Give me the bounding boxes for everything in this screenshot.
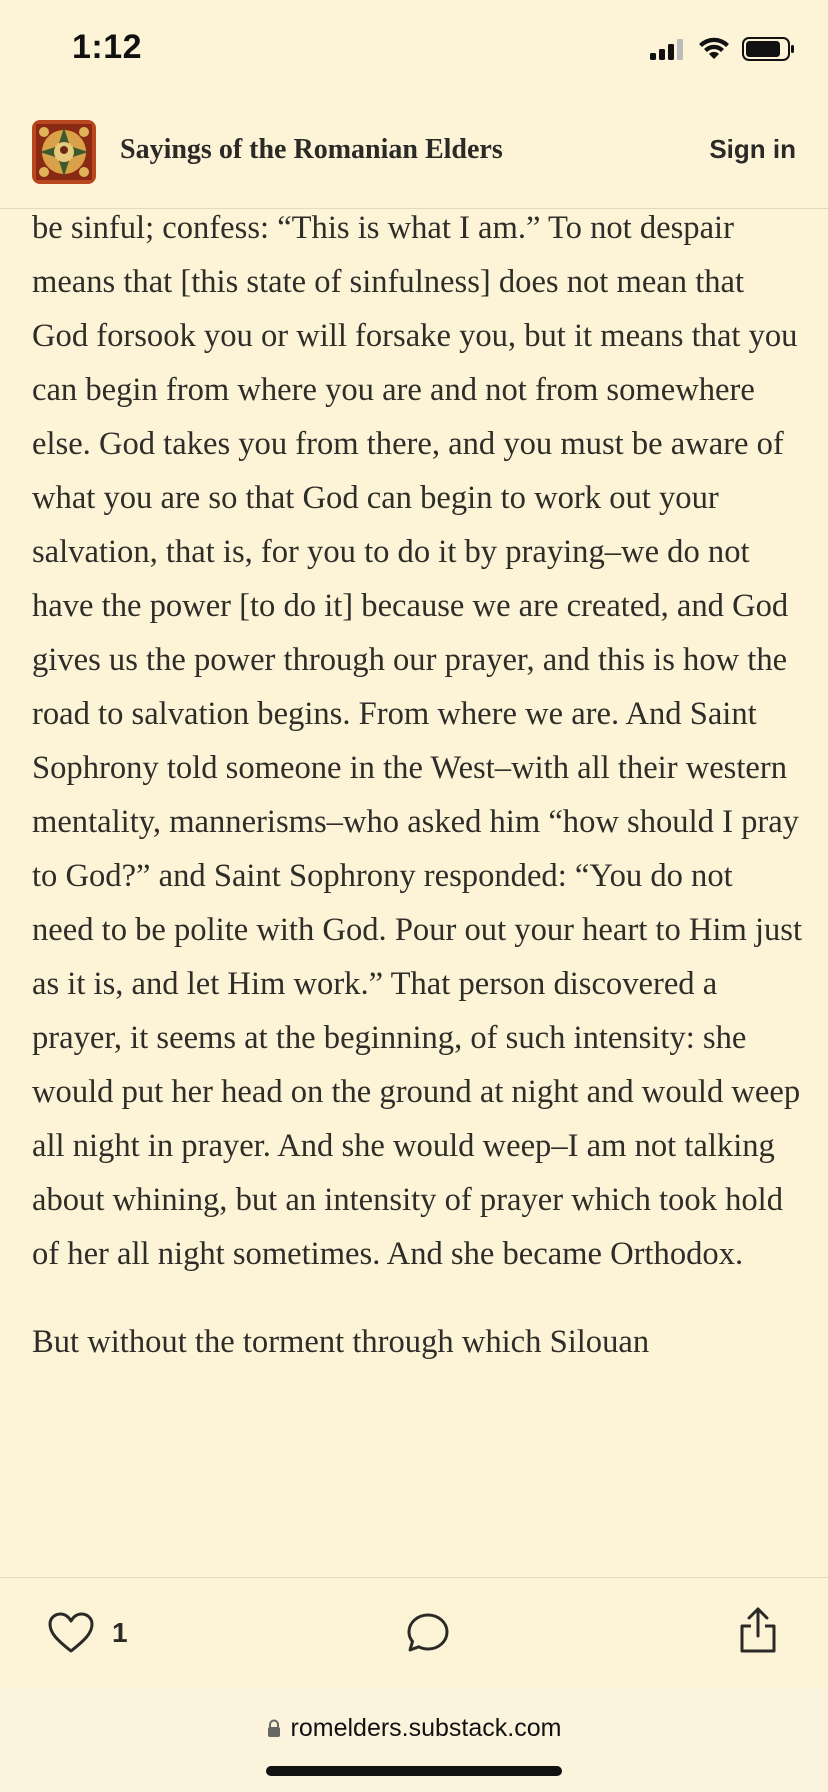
like-count: 1 [112,1617,128,1648]
status-time: 1:12 [72,28,143,66]
publication-title[interactable]: Sayings of the Romanian Elders [120,134,503,165]
url-text: romelders.substack.com [290,1714,562,1742]
share-icon [738,1606,778,1654]
comment-icon [406,1612,450,1654]
share-button[interactable] [738,1606,778,1659]
article-paragraph: But without the torment through which Silouan [32,1324,650,1360]
status-icons [650,36,796,62]
sign-in-button[interactable]: Sign in [709,134,796,164]
comment-button[interactable] [406,1612,450,1659]
home-indicator[interactable] [266,1766,562,1776]
lock-icon [267,1715,281,1744]
like-button[interactable] [48,1612,128,1654]
address-display[interactable] [0,1714,828,1744]
wifi-icon [698,37,730,61]
signal-icon [650,38,686,60]
battery-icon [742,36,796,62]
publication-header [0,100,828,209]
article-paragraph: be sinful; confess: “This is what I am.” To not despair means that [this state of sinfulness] does not mean that God forsook you or will forsake you, but it means that you can begin from where you are and not from somewhere else. God takes you from there, and you must be aware of what you are so that God can begin to work out your salvation, that is, for you to do it by praying–we do not have the power [to do it] because we are created, and God gives us the power through our prayer, and this is how the road to salvation begins. From where we are. And Saint Sophrony told someone in the West–with all their western mentality, mannerisms–who asked him “how should I pray to God?” and Saint Sophrony responded: “You do not need to be polite with God. Pour out your heart to Him just as it is, and let Him work.” That person discovered a prayer, it seems at the beginning, of such intensity: she would put her head on the ground at night and would weep all night in prayer. And she would weep–I am not talking about whining, but an intensity of prayer which took hold of her all night sometimes. And she became Orthodox. [32,210,803,1272]
icon-image-logo [32,120,96,184]
post-action-bar [0,1577,828,1689]
heart-icon [48,1612,94,1654]
status-bar [0,0,828,100]
browser-address-bar[interactable] [0,1688,828,1792]
publication-logo[interactable] [32,120,96,184]
article-body [0,209,828,1577]
